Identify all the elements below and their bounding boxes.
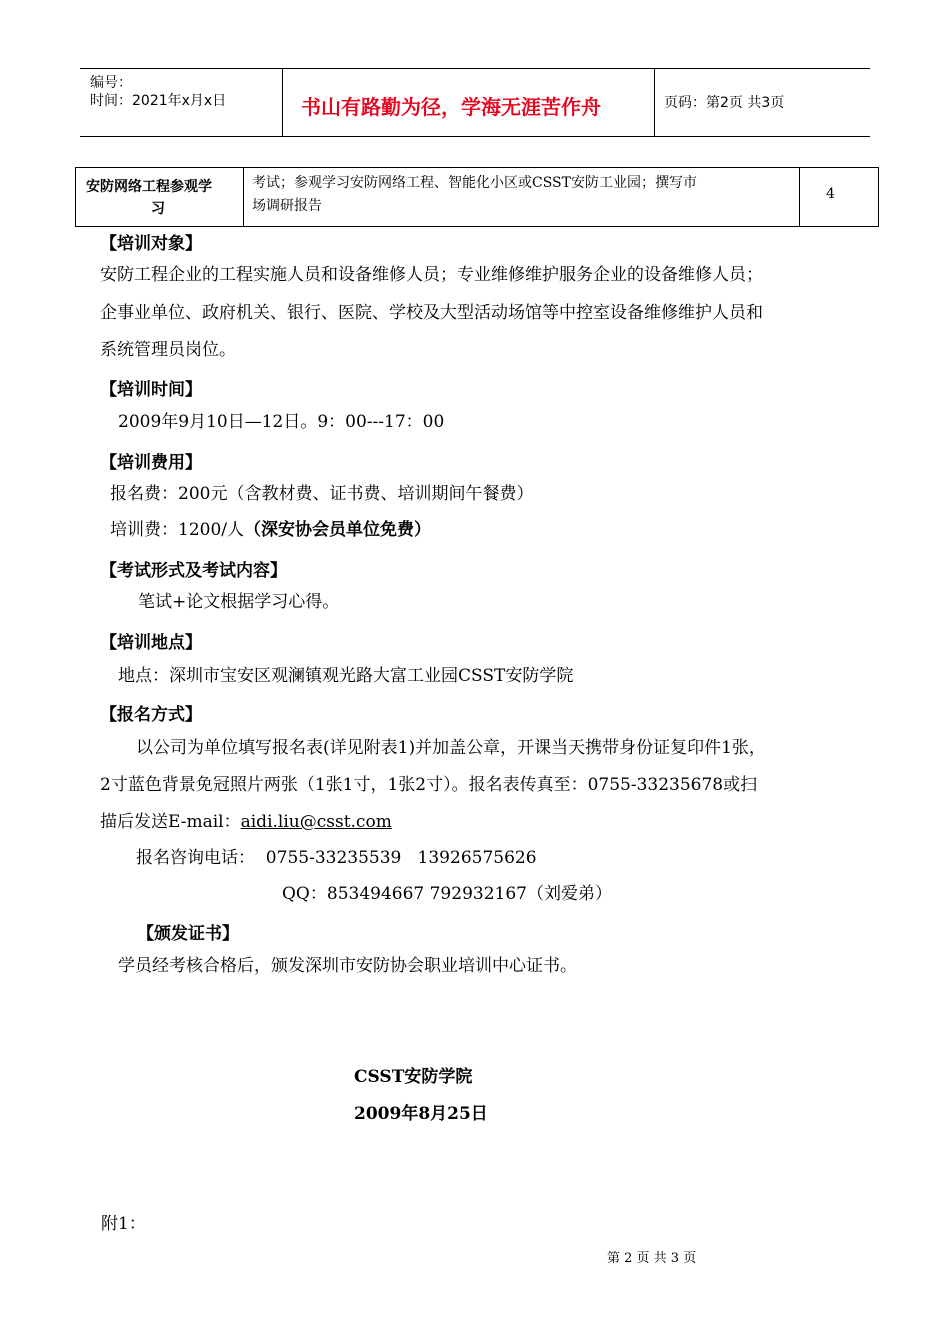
header-motto-cell	[283, 69, 655, 136]
fee-heading: 【培训费用】	[100, 453, 202, 473]
time-text: 2009年9月10日—12日。9：00---17：00	[118, 412, 445, 432]
fee-member-free-note: （深安协会员单位免费）	[244, 520, 431, 540]
exam-heading: 【考试形式及考试内容】	[100, 561, 287, 581]
target-text-line2: 企事业单位、政府机关、银行、医院、学校及大型活动场馆等中控室设备维修维护人员和	[100, 303, 763, 323]
course-name-line2: 习	[151, 201, 165, 217]
signature-date: 2009年8月25日	[354, 1104, 488, 1124]
course-table	[75, 167, 879, 227]
cert-text: 学员经考核合格后，颁发深圳市安防协会职业培训中心证书。	[118, 956, 577, 976]
signup-email-link[interactable]: aidi.liu@csst.com	[240, 812, 392, 832]
target-text-line3: 系统管理员岗位。	[100, 340, 236, 360]
course-hours-cell	[800, 168, 878, 226]
header-meta-cell	[80, 69, 283, 136]
doc-number-label: 编号：	[90, 75, 132, 91]
header-motto: 书山有路勤为径，学海无涯苦作舟	[301, 95, 601, 119]
page-footer: 第 2 页 共 3 页	[607, 1251, 697, 1266]
doc-date: 时间：2021年x月x日	[90, 93, 227, 109]
target-text-line1: 安防工程企业的工程实施人员和设备维修人员；专业维修维护服务企业的设备维修人员；	[100, 265, 763, 285]
signup-text-line1: 以公司为单位填写报名表(详见附表1)并加盖公章，开课当天携带身份证复印件1张，	[136, 738, 766, 758]
course-content-line1: 考试；参观学习安防网络工程、智能化小区或CSST安防工业园；撰写市	[252, 175, 697, 191]
header-page-cell	[655, 69, 870, 136]
fee-registration: 报名费：200元（含教材费、证书费、培训期间午餐费）	[110, 484, 534, 504]
page-header	[80, 68, 870, 137]
course-content-line2: 场调研报告	[252, 198, 322, 214]
target-heading: 【培训对象】	[100, 234, 202, 254]
signup-heading: 【报名方式】	[100, 705, 202, 725]
appendix-label: 附1：	[101, 1214, 146, 1234]
signature-org: CSST安防学院	[354, 1067, 473, 1087]
exam-text: 笔试+论文根据学习心得。	[138, 592, 340, 612]
signup-qq: QQ：853494667 792932167（刘爱弟）	[282, 884, 612, 904]
fee-training-amount: 培训费：1200/人	[110, 520, 244, 540]
course-name-cell	[76, 168, 244, 226]
cert-heading: 【颁发证书】	[137, 924, 239, 944]
course-name-line1: 安防网络工程参观学	[86, 179, 212, 195]
course-content-cell	[244, 168, 800, 226]
fee-training	[110, 512, 431, 548]
signup-text-line3	[100, 804, 392, 840]
signup-email-prefix: 描后发送E-mail：	[100, 812, 241, 832]
place-heading: 【培训地点】	[100, 633, 202, 653]
signup-phone: 报名咨询电话： 0755-33235539 13926575626	[136, 848, 537, 868]
course-hours: 4	[826, 186, 835, 202]
time-heading: 【培训时间】	[100, 380, 202, 400]
signup-text-line2: 2寸蓝色背景免冠照片两张（1张1寸，1张2寸）。报名表传真至：0755-33235678或扫	[100, 775, 758, 795]
header-page-info: 页码：第2页 共3页	[664, 95, 785, 111]
place-text: 地点：深圳市宝安区观澜镇观光路大富工业园CSST安防学院	[118, 666, 574, 686]
